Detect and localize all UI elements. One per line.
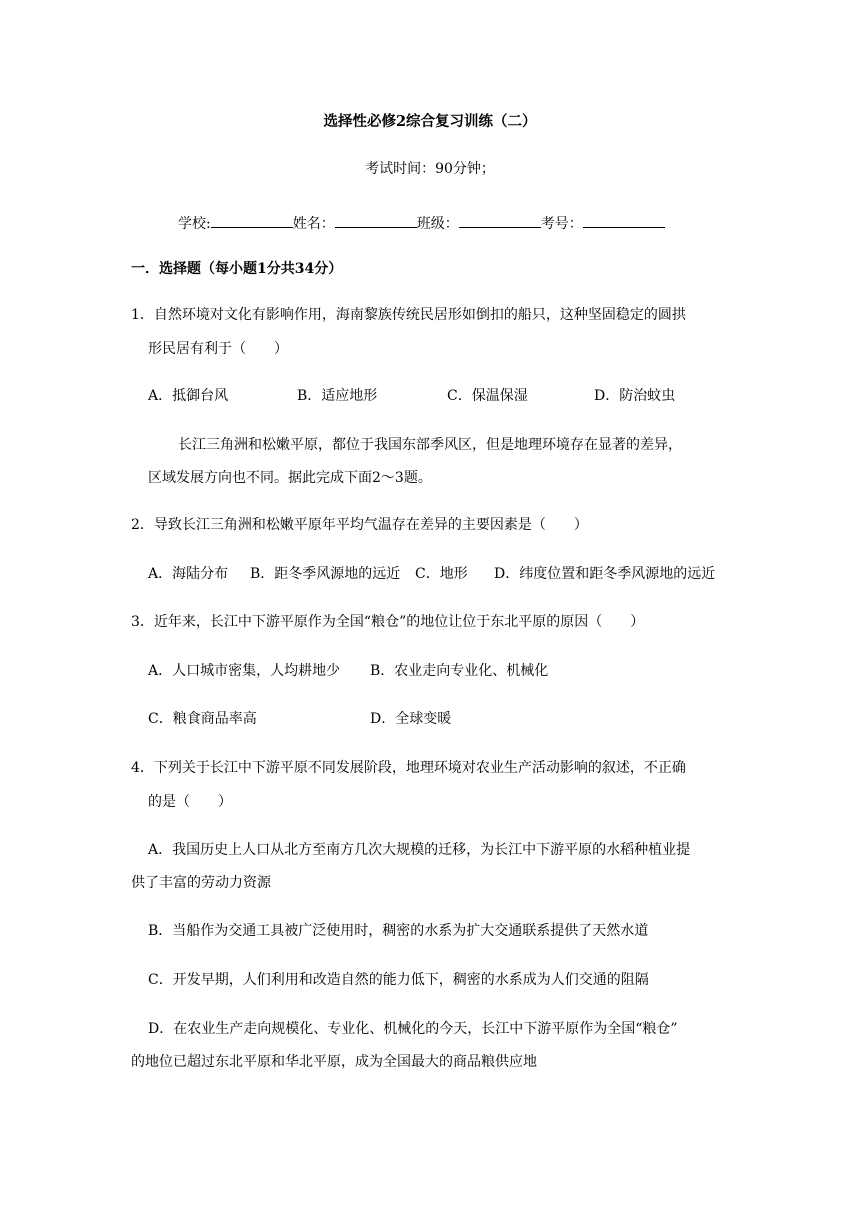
q4-option-b: B．当船作为交通工具被广泛使用时，稠密的水系为扩大交通联系提供了天然水道	[148, 923, 649, 939]
q3-option-a: A．人口城市密集，人均耕地少	[148, 663, 341, 679]
q3-option-c: C．粮食商品率高	[148, 711, 257, 727]
q3-stem: 3．近年来，长江中下游平原作为全国“粮仓”的地位让位于东北平原的原因（ ）	[131, 614, 645, 630]
q2-stem: 2．导致长江三角洲和松嫩平原年平均气温存在差异的主要因素是（ ）	[131, 517, 588, 533]
q1-option-c: C．保温保湿	[447, 388, 528, 404]
school-blank	[211, 213, 293, 228]
student-info-line	[178, 213, 665, 234]
q2-option-c: C．地形	[415, 566, 468, 582]
q1-option-a: A．抵御台风	[148, 388, 229, 404]
q3-option-d: D．全球变暖	[370, 711, 452, 727]
material-line1: 长江三角洲和松嫩平原，都位于我国东部季风区，但是地理环境存在显著的差异，	[178, 437, 682, 453]
exam-number-blank	[583, 213, 665, 228]
q4-option-c: C．开发早期，人们利用和改造自然的能力低下，稠密的水系成为人们交通的阻隔	[148, 972, 649, 988]
q2-option-b: B．距冬季风源地的远近	[250, 566, 401, 582]
section-heading: 一．选择题（每小题1分共34分）	[131, 261, 343, 277]
q1-option-b: B．适应地形	[297, 388, 378, 404]
document-title: 选择性必修2综合复习训练（二）	[323, 113, 537, 130]
q4-option-a-line1: A．我国历史上人口从北方至南方几次大规模的迁移，为长江中下游平原的水稻种植业提	[148, 842, 691, 858]
q1-stem-line1: 1．自然环境对文化有影响作用，海南黎族传统民居形如倒扣的船只，这种坚固稳定的圆拱	[131, 307, 686, 323]
q2-option-d: D．纬度位置和距冬季风源地的远近	[494, 566, 716, 582]
q4-option-a-line2: 供了丰富的劳动力资源	[131, 875, 271, 891]
school-label: 学校:	[178, 216, 211, 232]
q4-stem-line1: 4．下列关于长江中下游平原不同发展阶段，地理环境对农业生产活动影响的叙述，不正确	[131, 760, 686, 776]
q1-stem-line2: 形民居有利于（ ）	[148, 341, 288, 357]
material-line2: 区域发展方向也不同。据此完成下面2～3题。	[148, 470, 432, 486]
class-blank	[459, 213, 541, 228]
q1-option-d: D．防治蚊虫	[594, 388, 676, 404]
name-blank	[335, 213, 417, 228]
q2-option-a: A．海陆分布	[148, 566, 229, 582]
q4-option-d-line2: 的地位已超过东北平原和华北平原，成为全国最大的商品粮供应地	[131, 1054, 537, 1070]
exam-number-label: 考号：	[540, 216, 583, 232]
name-label: 姓名：	[292, 216, 335, 232]
q4-option-d-line1: D．在农业生产走向规模化、专业化、机械化的今天，长江中下游平原作为全国“粮仓”	[148, 1021, 678, 1037]
q3-option-b: B．农业走向专业化、机械化	[370, 663, 549, 679]
exam-time: 考试时间：90分钟；	[365, 161, 495, 177]
class-label: 班级：	[416, 216, 459, 232]
q4-stem-line2: 的是（ ）	[148, 794, 232, 810]
